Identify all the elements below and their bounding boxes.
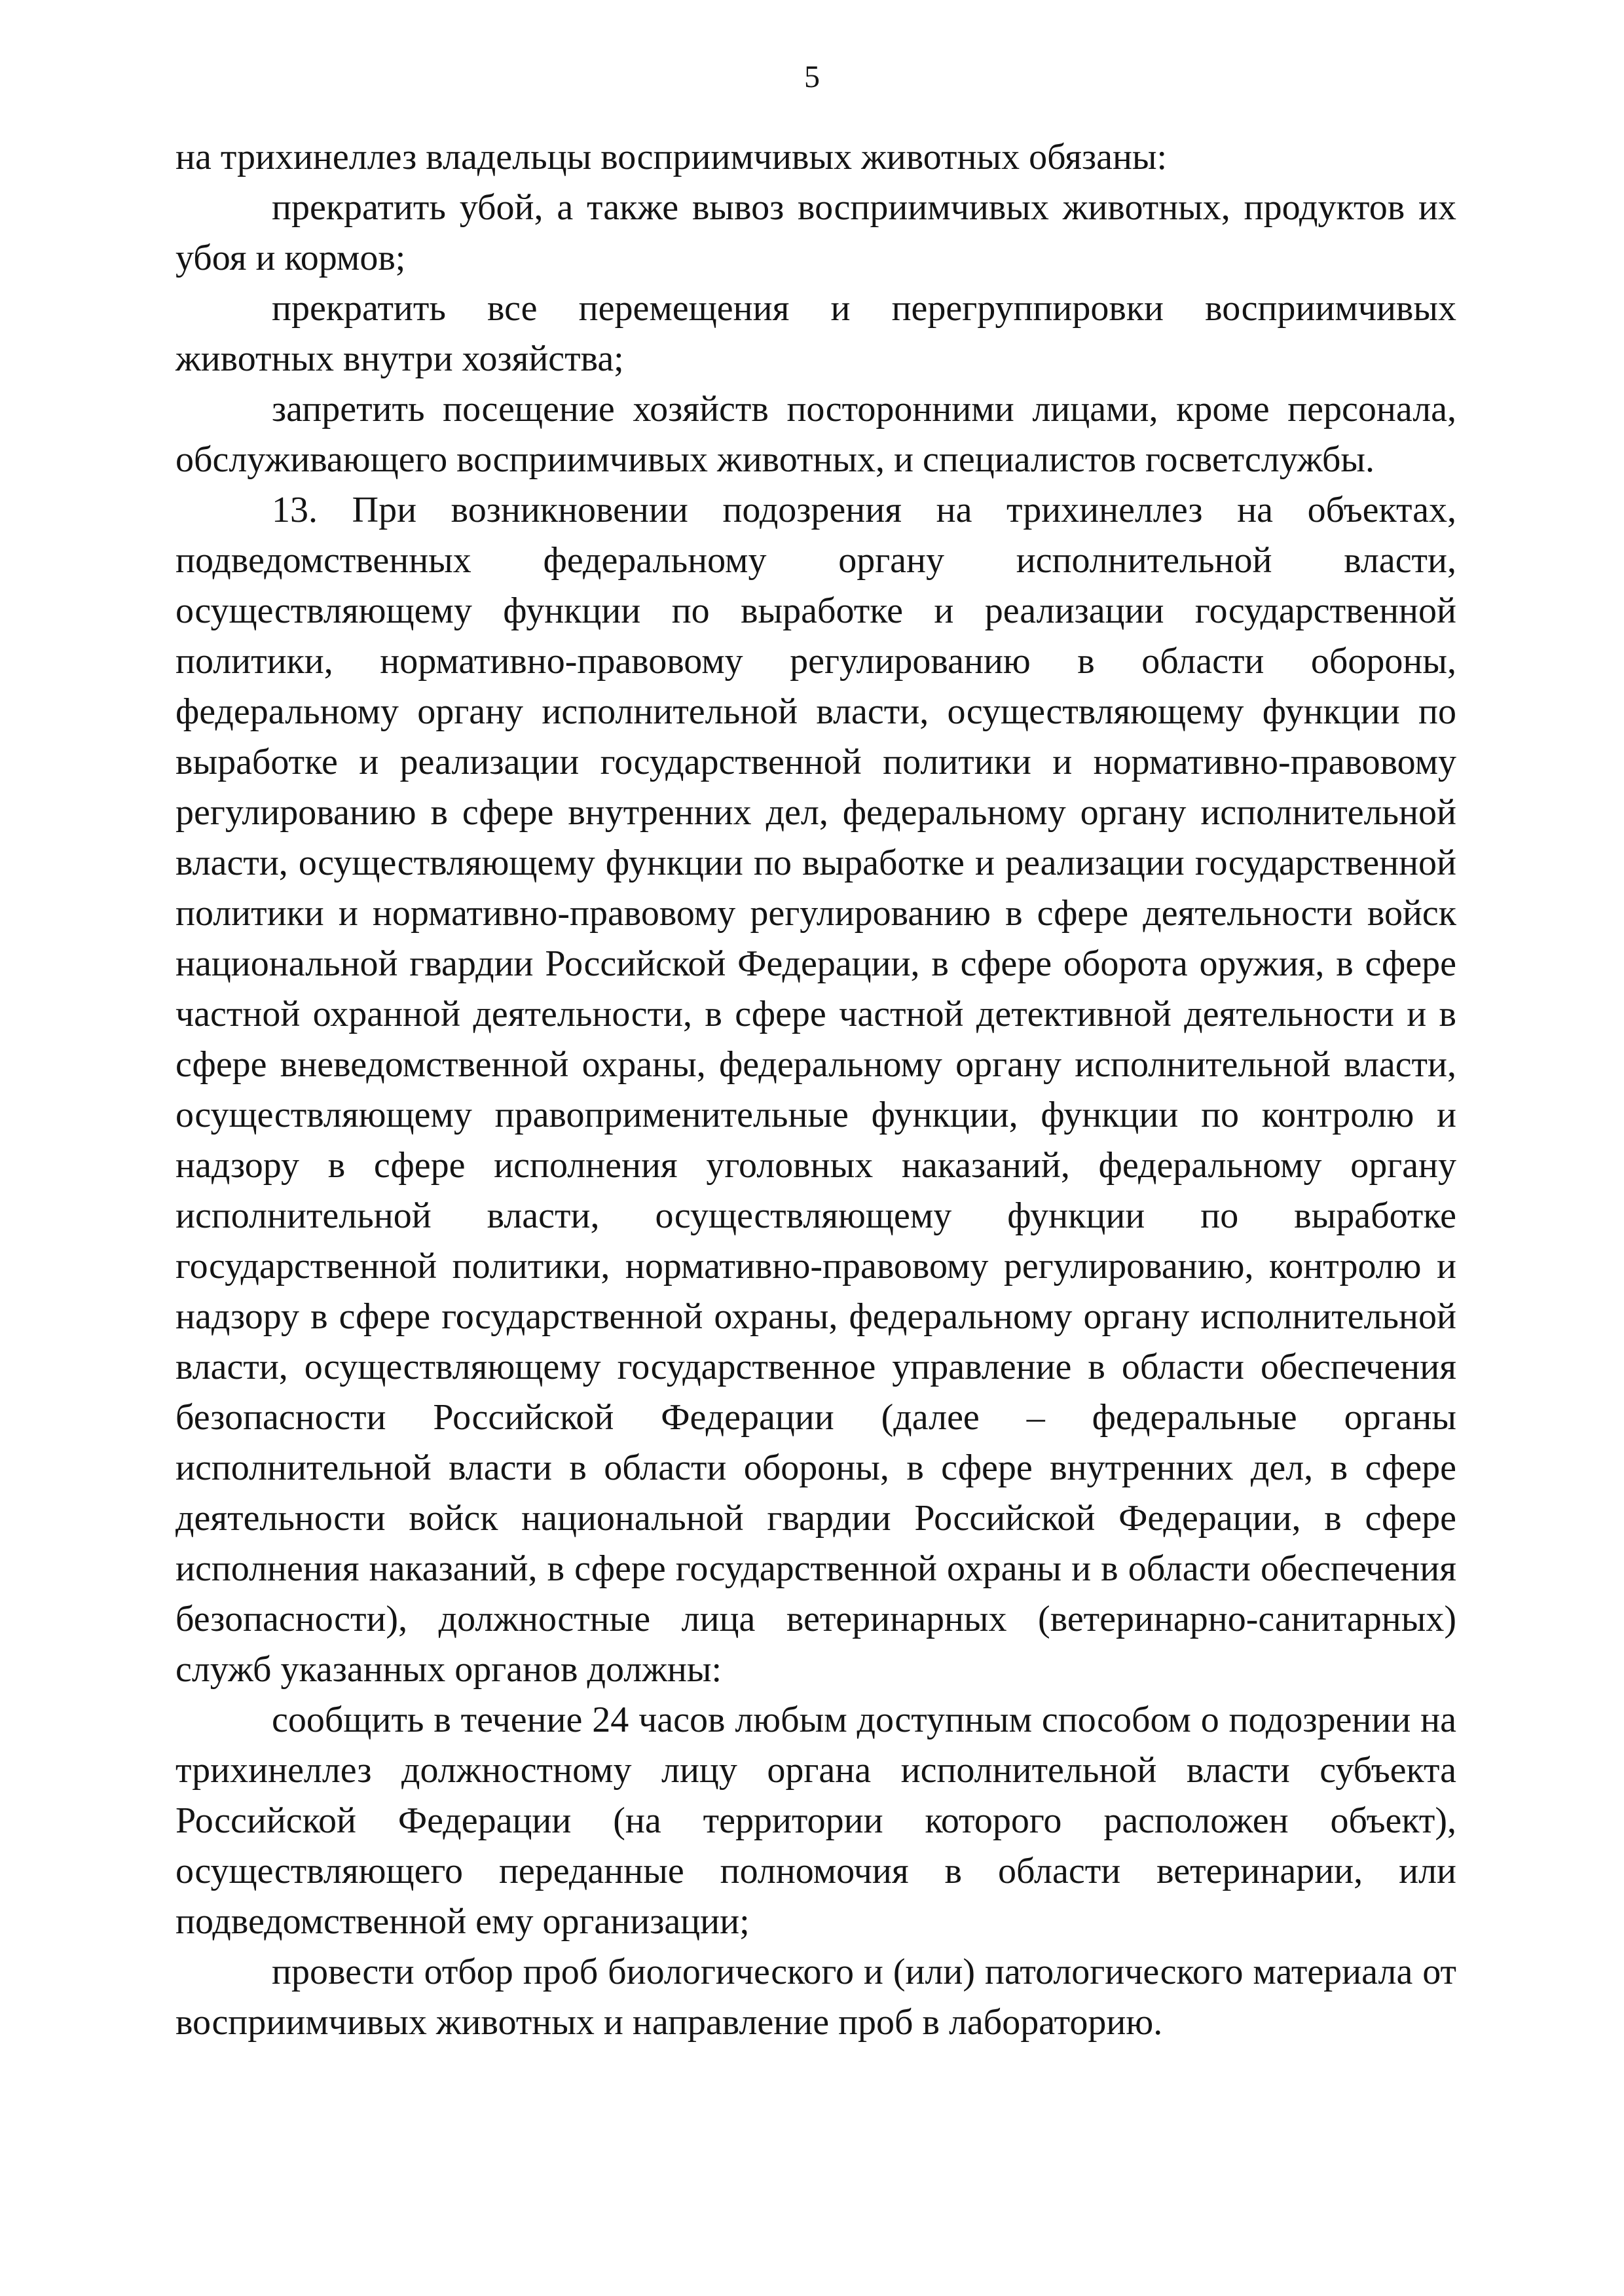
paragraph-stop-slaughter: прекратить убой, а также вывоз восприимчивых животных, продуктов их убоя и кормов; xyxy=(175,187,1456,278)
document-body xyxy=(175,132,1456,2048)
paragraph-ban-visits: запретить посещение хозяйств посторонними лицами, кроме персонала, обслуживающего восприимчивых животных, и специалистов госветслужбы. xyxy=(175,389,1456,480)
paragraph-sampling: провести отбор проб биологического и (или) патологического материала от восприимчивых животных и направление проб в лабораторию. xyxy=(175,1952,1456,2043)
paragraph-stop-movements: прекратить все перемещения и перегруппировки восприимчивых животных внутри хозяйства; xyxy=(175,288,1456,379)
paragraph-intro: на трихинеллез владельцы восприимчивых животных обязаны: xyxy=(175,137,1168,177)
page-number: 5 xyxy=(804,60,820,94)
paragraph-report-suspicion: сообщить в течение 24 часов любым доступным способом о подозрении на трихинеллез должностному лицу органа исполнительной власти субъекта Российской Федерации (на территории которого расположен объект), осуществляющего переданные полномочия в области ветеринарии, или подведомственной ему организации; xyxy=(175,1700,1456,1942)
paragraph-item-13: 13. При возникновении подозрения на трихинеллез на объектах, подведомственных федеральному органу исполнительной власти, осуществляющему функции по выработке и реализации государственной политики, нормативно-правовому регулированию в области обороны, федеральному органу исполнительной власти, осуществляющему функции по выработке и реализации государственной политики и нормативно-правовому регулированию в сфере внутренних дел, федеральному органу исполнительной власти, осуществляющему функции по выработке и реализации государственной политики и нормативно-правовому регулированию в сфере деятельности войск национальной гвардии Российской Федерации, в сфере оборота оружия, в сфере частной охранной деятельности, в сфере частной детективной деятельности и в сфере вневедомственной охраны, федеральному органу исполнительной власти, осуществляющему правоприменительные функции, функции по контролю и надзору в сфере исполнения уголовных наказаний, федеральному органу исполнительной власти, осуществляющему функции по выработке государственной политики, нормативно-правовому регулированию, контролю и надзору в сфере государственной охраны, федеральному органу исполнительной власти, осуществляющему государственное управление в области обеспечения безопасности Российской Федерации (далее – федеральные органы исполнительной власти в области обороны, в сфере внутренних дел, в сфере деятельности войск национальной гвардии Российской Федерации, в сфере исполнения наказаний, в сфере государственной охраны и в области обеспечения безопасности), должностные лица ветеринарных (ветеринарно-санитарных) служб указанных органов должны: xyxy=(175,490,1456,1690)
